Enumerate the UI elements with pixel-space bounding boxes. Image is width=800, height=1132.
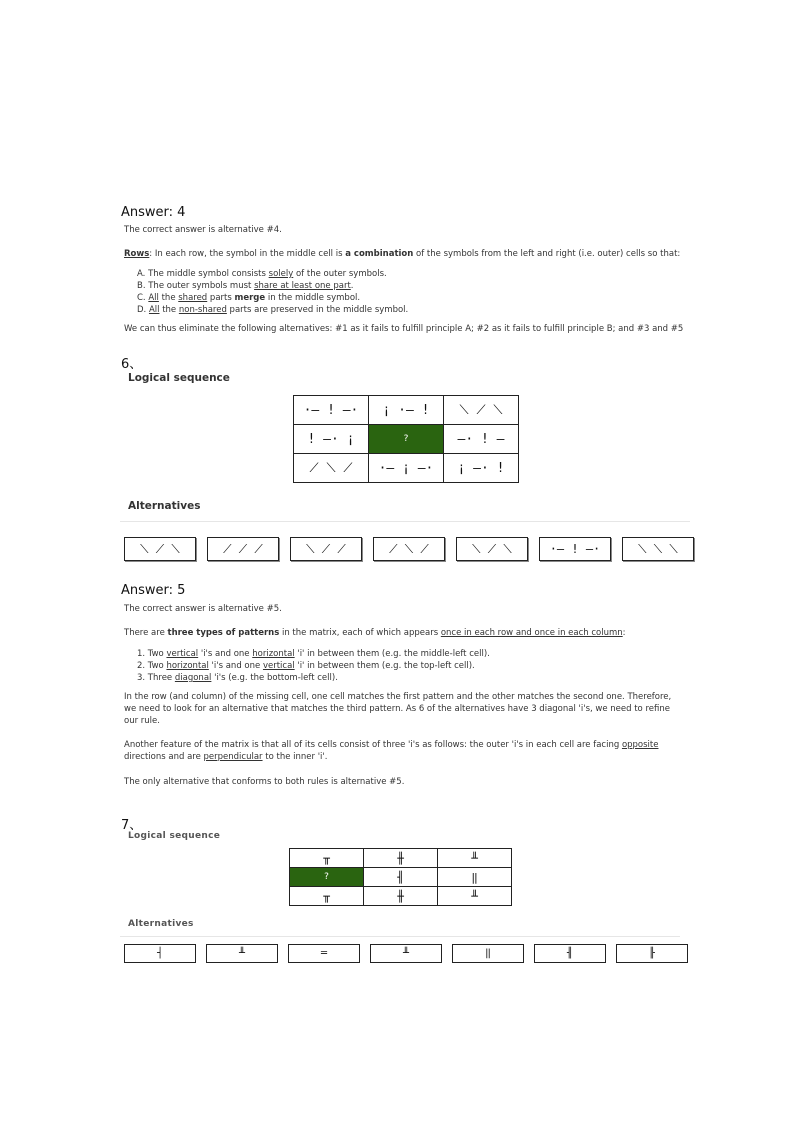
missing-cell: ? [290, 868, 364, 887]
matrix-row [294, 425, 519, 454]
explanation-paragraph-1: In the row (and column) of the missing cell, one cell matches the first pattern and the other matches the second one. Therefore, we need to look for an alternative that matches the third pattern. As 6 of the alternatives have 3 diagonal 'i's, we need to refine our rule. [124, 692, 672, 726]
matrix-row [294, 454, 519, 483]
pattern-3: 3. Three diagonal 'i's (e.g. the bottom-left cell). [137, 673, 338, 683]
explanation-paragraph-3: The only alternative that conforms to both rules is alternative #5. [124, 777, 405, 787]
matrix-cell: ¡ —· ! [444, 454, 519, 483]
alternative-1[interactable]: ┤ [124, 944, 196, 963]
rows-label: Rows [124, 249, 150, 259]
matrix-cell: ‖ [438, 868, 512, 887]
matrix-row [294, 396, 519, 425]
pattern-1: 1. Two vertical 'i's and one horizontal 'i' in between them (e.g. the middle-left cell). [137, 649, 490, 659]
q7-matrix [289, 848, 512, 906]
matrix-cell: —· ! — [444, 425, 519, 454]
answer-line-q6: The correct answer is alternative #5. [124, 604, 282, 614]
q7-alternatives-title: Alternatives [128, 919, 194, 929]
alternative-7[interactable]: ⟍ ⟍ ⟍ [622, 537, 694, 561]
alternative-3[interactable]: ⟍ ⟋ ⟋ [290, 537, 362, 561]
alternative-4[interactable]: ⟋ ⟍ ⟋ [373, 537, 445, 561]
q7-title: Logical sequence [128, 831, 221, 841]
question-number-6: 6、 [121, 357, 143, 372]
matrix-cell: ╥ [290, 849, 364, 868]
matrix-cell: ·— ! —· [294, 396, 369, 425]
alternative-5[interactable]: ‖ [452, 944, 524, 963]
rows-text: : In each row, the symbol in the middle cell is [149, 249, 346, 259]
alternative-7[interactable]: ╟ [616, 944, 688, 963]
matrix-cell: ╨ [438, 849, 512, 868]
rows-text-end: of the symbols from the left and right (i.e. outer) cells so that: [413, 249, 681, 259]
alternative-6[interactable]: ╢ [534, 944, 606, 963]
alternative-2[interactable]: ⟋ ⟋ ⟋ [207, 537, 279, 561]
missing-cell: ? [369, 425, 444, 454]
matrix-cell: ! —· ¡ [294, 425, 369, 454]
matrix-cell: ⟍ ⟋ ⟍ [444, 396, 519, 425]
pattern-2: 2. Two horizontal 'i's and one vertical 'i' in between them (e.g. the top-left cell). [137, 661, 475, 671]
q6-title: Logical sequence [128, 372, 230, 384]
matrix-cell: ⟋ ⟍ ⟋ [294, 454, 369, 483]
patterns-list [137, 648, 490, 684]
alternative-2[interactable]: ╨ [206, 944, 278, 963]
matrix-cell: ¡ ·— ! [369, 396, 444, 425]
matrix-cell: ╥ [290, 887, 364, 906]
matrix-cell: ╢ [364, 868, 438, 887]
alternative-5[interactable]: ⟍ ⟋ ⟍ [456, 537, 528, 561]
alternative-3[interactable]: ═ [288, 944, 360, 963]
matrix-row [290, 849, 512, 868]
principle-c: C. All the shared parts merge in the middle symbol. [137, 293, 361, 303]
principle-b: B. The outer symbols must share at least one part. [137, 281, 354, 291]
alternative-4[interactable]: ╨ [370, 944, 442, 963]
q6-alternatives [124, 537, 694, 561]
answer-line-q5: The correct answer is alternative #4. [124, 225, 282, 235]
answer-heading-q5: Answer: 4 [121, 205, 186, 220]
alternative-1[interactable]: ⟍ ⟋ ⟍ [124, 537, 196, 561]
principles-list [137, 268, 408, 316]
divider [120, 936, 680, 937]
rows-bold: a combination [345, 249, 414, 259]
question-number-7: 7、 [121, 818, 143, 833]
matrix-row [290, 868, 512, 887]
matrix-cell: ╫ [364, 849, 438, 868]
rows-rule [124, 248, 680, 260]
answer-heading-q6: Answer: 5 [121, 583, 186, 598]
explanation-paragraph-2: Another feature of the matrix is that all of its cells consist of three 'i's as follows: the outer 'i's in each cell are facing opposite directions and are perpendicular to the inner 'i'. [124, 740, 659, 762]
matrix-cell: ╨ [438, 887, 512, 906]
principle-d: D. All the non-shared parts are preserved in the middle symbol. [137, 305, 409, 315]
q6-alternatives-title: Alternatives [128, 500, 201, 512]
elimination-text: We can thus eliminate the following alternatives: #1 as it fails to fulfill principle A; #2 as it fails to fulfill principle B; and #3 and #5 [124, 324, 684, 334]
matrix-row [290, 887, 512, 906]
q6-matrix [293, 395, 519, 483]
matrix-cell: ╫ [364, 887, 438, 906]
patterns-intro: There are three types of patterns in the matrix, each of which appears once in each row and once in each column: [124, 628, 626, 638]
alternative-6[interactable]: ·— ! —· [539, 537, 611, 561]
matrix-cell: ·— ¡ —· [369, 454, 444, 483]
principle-a: A. The middle symbol consists solely of the outer symbols. [137, 269, 387, 279]
divider [120, 521, 690, 522]
q7-alternatives [124, 944, 688, 963]
